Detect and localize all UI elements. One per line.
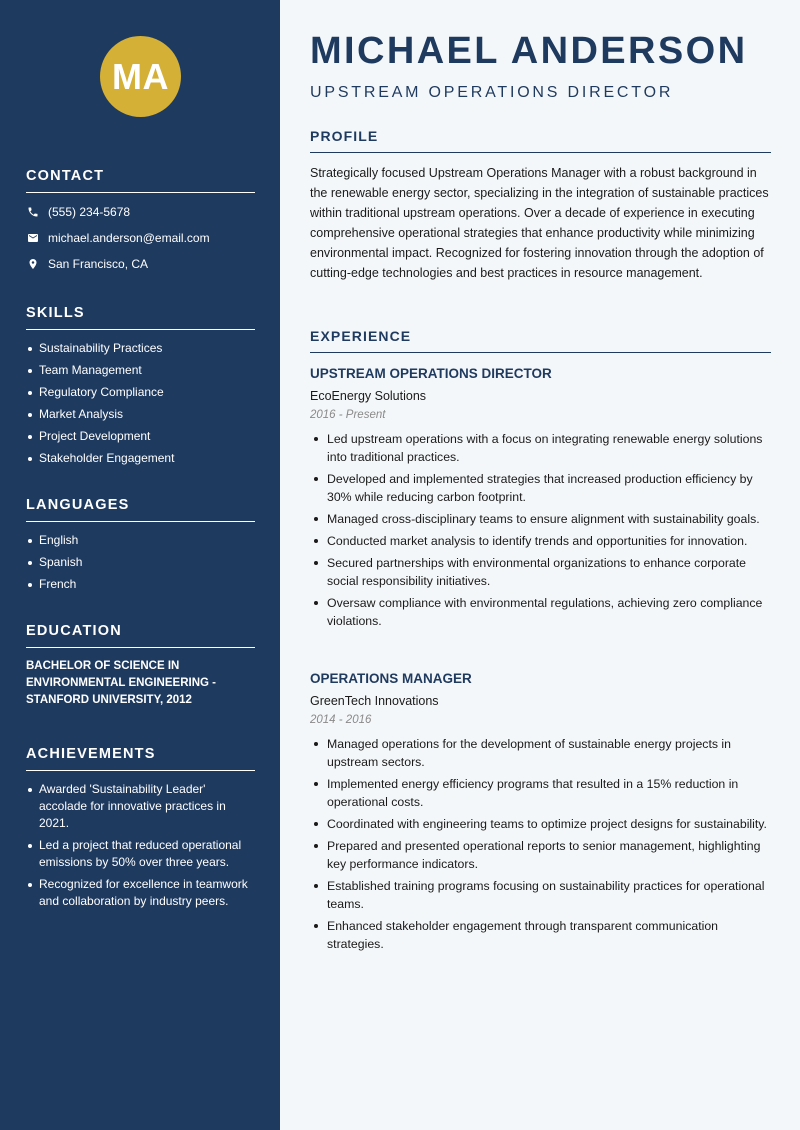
list-item: Enhanced stakeholder engagement through transparent communication strategies. — [310, 917, 771, 953]
experience-title: EXPERIENCE — [310, 328, 771, 353]
job-dates: 2016 - Present — [310, 409, 386, 421]
phone-icon — [26, 205, 40, 219]
achievements-section — [26, 746, 255, 915]
list-item: Awarded 'Sustainability Leader' accolade for innovative practices in 2021. — [26, 781, 255, 832]
job-title: OPERATIONS MANAGER — [310, 671, 472, 686]
education-section — [26, 623, 255, 709]
list-item: Stakeholder Engagement — [26, 450, 255, 467]
sidebar — [0, 0, 280, 1130]
list-item: Developed and implemented strategies that increased production efficiency by 30% while reducing carbon footprint. — [310, 470, 771, 506]
languages-list — [26, 532, 255, 593]
location-pin-icon — [26, 257, 40, 271]
list-item: Coordinated with engineering teams to optimize project designs for sustainability. — [310, 815, 771, 833]
contact-phone — [26, 204, 255, 219]
list-item: Sustainability Practices — [26, 340, 255, 357]
contact-title: CONTACT — [26, 168, 255, 193]
mail-icon — [26, 231, 40, 245]
list-item: English — [26, 532, 255, 549]
achievements-list — [26, 781, 255, 910]
education-title: EDUCATION — [26, 623, 255, 648]
list-item: Implemented energy efficiency programs that resulted in a 15% reduction in operational costs. — [310, 775, 771, 811]
list-item: Secured partnerships with environmental organizations to enhance corporate social responsibility initiatives. — [310, 554, 771, 590]
contact-email-text: michael.anderson@email.com — [48, 230, 210, 245]
job-company: GreenTech Innovations — [310, 694, 439, 708]
languages-title: LANGUAGES — [26, 497, 255, 522]
job-entry — [310, 671, 771, 957]
contact-email — [26, 230, 255, 245]
list-item: Spanish — [26, 554, 255, 571]
avatar — [100, 36, 181, 117]
contact-section — [26, 168, 255, 271]
education-degree: BACHELOR OF SCIENCE IN ENVIRONMENTAL ENGINEERING - STANFORD UNIVERSITY, 2012 — [26, 660, 216, 706]
skills-list — [26, 340, 255, 467]
avatar-initials: MA — [112, 55, 169, 97]
job-bullets — [310, 735, 771, 953]
candidate-name: MICHAEL ANDERSON — [310, 30, 748, 72]
list-item: Established training programs focusing on sustainability practices for operational teams. — [310, 877, 771, 913]
list-item: Led upstream operations with a focus on integrating renewable energy solutions into traditional practices. — [310, 430, 771, 466]
list-item: Prepared and presented operational reports to senior management, highlighting key performance indicators. — [310, 837, 771, 873]
list-item: Regulatory Compliance — [26, 384, 255, 401]
skills-title: SKILLS — [26, 305, 255, 330]
contact-location — [26, 256, 255, 271]
list-item: Project Development — [26, 428, 255, 445]
job-company: EcoEnergy Solutions — [310, 389, 427, 403]
list-item: Oversaw compliance with environmental regulations, achieving zero compliance violations. — [310, 594, 771, 630]
contact-phone-text: (555) 234-5678 — [48, 204, 131, 219]
profile-text: Strategically focused Upstream Operations Manager with a robust background in the renewable energy sector, specializing in the integration of sustainable practices within traditional upstream operations. Over a decade of experience in executing comprehensive operational strategies that enhance productivity while minimizing environmental impact. Recognized for fostering innovation through the adoption of cutting-edge technologies and best practices in resource management. — [310, 166, 769, 280]
job-entry — [310, 366, 771, 634]
list-item: Managed operations for the development of sustainable energy projects in upstream sectors. — [310, 735, 771, 771]
profile-title: PROFILE — [310, 128, 771, 153]
list-item: Conducted market analysis to identify trends and opportunities for innovation. — [310, 532, 771, 550]
job-title: UPSTREAM OPERATIONS DIRECTOR — [310, 366, 552, 381]
job-dates: 2014 - 2016 — [310, 714, 372, 726]
candidate-role: UPSTREAM OPERATIONS DIRECTOR — [310, 84, 674, 101]
list-item: Led a project that reduced operational emissions by 50% over three years. — [26, 837, 255, 871]
list-item: French — [26, 576, 255, 593]
list-item: Recognized for excellence in teamwork and collaboration by industry peers. — [26, 876, 255, 910]
languages-section — [26, 497, 255, 598]
list-item: Team Management — [26, 362, 255, 379]
list-item: Managed cross-disciplinary teams to ensure alignment with sustainability goals. — [310, 510, 771, 528]
achievements-title: ACHIEVEMENTS — [26, 746, 255, 771]
list-item: Market Analysis — [26, 406, 255, 423]
job-bullets — [310, 430, 771, 630]
skills-section — [26, 305, 255, 472]
contact-location-text: San Francisco, CA — [48, 256, 149, 271]
